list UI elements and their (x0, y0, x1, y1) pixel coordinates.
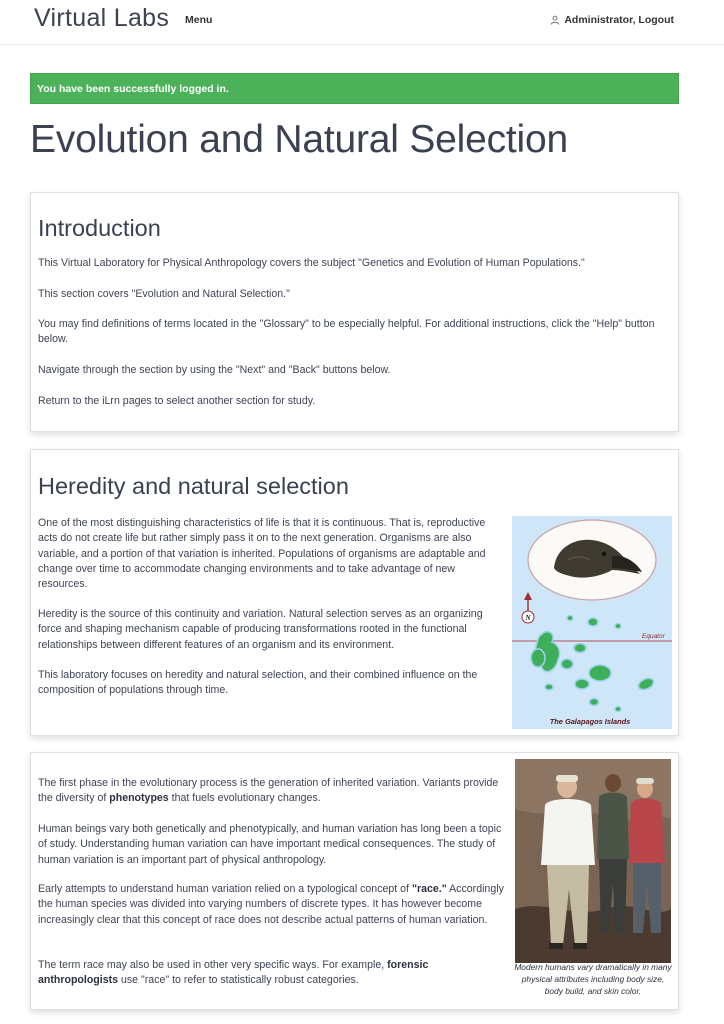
user-menu[interactable] (550, 14, 674, 26)
user-icon (550, 15, 560, 25)
variation-card (30, 752, 679, 1010)
intro-paragraph: Navigate through the section by using the "Next" and "Back" buttons below. (38, 364, 391, 376)
intro-paragraph: This Virtual Laboratory for Physical Anthropology covers the subject "Genetics and Evolution of Human Populations." (38, 257, 585, 269)
variation-paragraph: Early attempts to understand human variation relied on a typological concept of "race." Accordingly the human species was divided into varying numbers of discrete types. It has however become increasingly clear that this concept of race does not describe actual patterns of human variation. (38, 883, 504, 926)
menu-link[interactable]: Menu (185, 14, 213, 26)
page-title: Evolution and Natural Selection (30, 118, 568, 161)
brand-logo[interactable]: Virtual Labs (34, 4, 170, 32)
introduction-card (30, 192, 679, 432)
login-success-alert: You have been successfully logged in. (30, 73, 679, 104)
heredity-card (30, 449, 679, 736)
map-caption: The Galapagos Islands (549, 717, 631, 726)
variation-paragraph: The term race may also be used in other very specific ways. For example, forensic anthropologists use "race" to refer to statistically robust categories. (38, 959, 429, 987)
photo-caption: Modern humans vary dramatically in many physical attributes including body size, body build, and skin color. (514, 962, 672, 996)
intro-paragraph: This section covers "Evolution and Natural Selection." (38, 288, 290, 300)
introduction-heading: Introduction (38, 215, 161, 241)
heredity-paragraph: This laboratory focuses on heredity and natural selection, and their combined influence on the composition of populations through time. (38, 669, 478, 697)
galapagos-map-image (512, 516, 672, 729)
heredity-paragraph: Heredity is the source of this continuity and variation. Natural selection serves as an organizing force and shaping mechanism capable of producing transformations rooted in the functional relationships between different features of an organism and its environment. (38, 608, 483, 651)
intro-paragraph: You may find definitions of terms located in the "Glossary" to be especially helpful. For additional instructions, click the "Help" button below. (38, 318, 655, 346)
race-term: "race." (411, 883, 447, 895)
heredity-heading: Heredity and natural selection (38, 473, 349, 499)
top-navbar (0, 0, 724, 45)
heredity-paragraph: One of the most distinguishing characteristics of life is that it is continuous. That is, reproductive acts do not create life but rather simply pass it on to the next generation. Organisms are also variable, and a portion of that variation is inherited. Populations of organisms are adaptable and change over time to accommodate changing environments and to take advantage of new resources. (38, 517, 486, 591)
variation-paragraph: The first phase in the evolutionary process is the generation of inherited variation. Variants provide the diversity of phenotypes that fuels evolutionary changes. (38, 777, 499, 805)
galapagos-map (512, 516, 672, 729)
phenotypes-term: phenotypes (109, 792, 169, 805)
equator-label: Equator (642, 633, 665, 640)
intro-paragraph: Return to the iLrn pages to select another section for study. (38, 395, 316, 407)
north-label: N (525, 614, 531, 622)
user-logout-link[interactable]: Administrator, Logout (564, 14, 674, 26)
human-variation-photo (515, 759, 671, 963)
forensic-anthropologists-term: forensic anthropologists (38, 959, 429, 987)
variation-paragraph: Human beings vary both genetically and phenotypically, and human variation has long been a topic of study. Understanding human variation can have important medical consequences. The study of human variation is an important part of physical anthropology. (38, 823, 502, 866)
